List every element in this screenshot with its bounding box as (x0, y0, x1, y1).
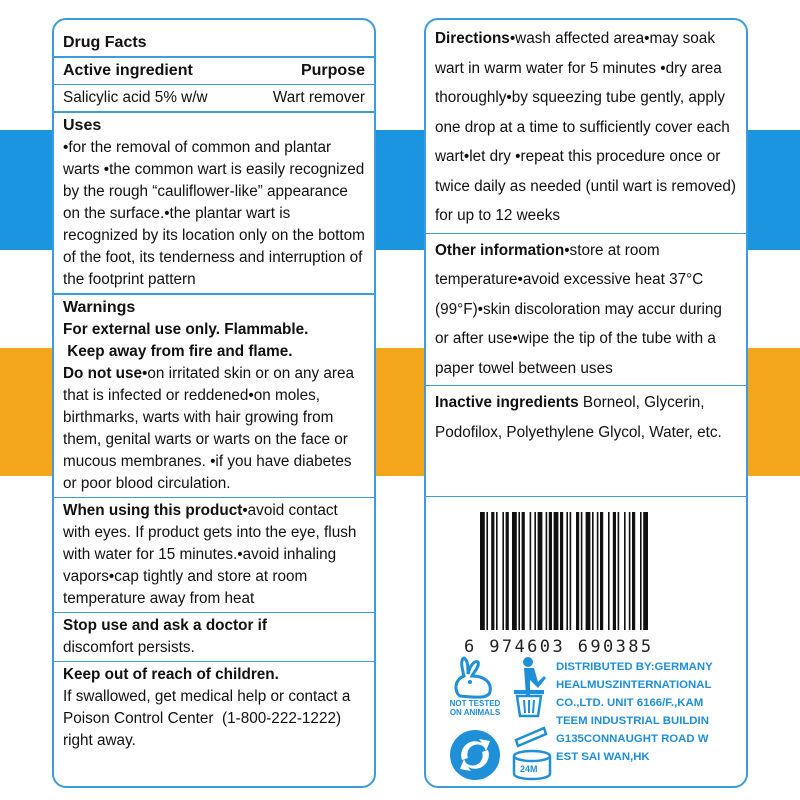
barcode-bar (618, 512, 620, 630)
barcode-bar (534, 512, 536, 630)
barcode-bar (597, 512, 599, 630)
barcode-bar (502, 512, 504, 630)
barcode-bar (570, 512, 572, 630)
barcode-bar (624, 512, 626, 630)
inactive-ingredients-section: Inactive ingredients Borneol, Glycerin, Podofilox, Polyethylene Glycol, Water, etc. (426, 385, 746, 449)
uses-text: •for the removal of common and plantar warts •the common wart is easily recognized by the rough “cauliflower-like” appearance on the surface.•the plantar wart is recognized by its location only on the bottom of the foot, its tenderness and interruption of the footprint pattern (63, 139, 365, 288)
barcode-bar (592, 512, 594, 630)
barcode-bar (538, 512, 543, 630)
active-ingredient-row: Salicylic acid 5% w/w Wart remover (54, 84, 374, 111)
do-not-use-text: Do not use•on irritated skin or on any area that is infected or reddened•on moles, birthmarks, warts with hair growing from them, genital warts or warts on the face or mucous membranes. •if you have diabetes or poor blood circulation. (63, 365, 355, 492)
barcode-bar (613, 512, 616, 630)
warnings-section: Warnings For external use only. Flammable. Keep away from fire and flame. Do not use•on irritated skin or on any area that is infected or reddened•on moles, birthmarks, warts with hair growing from them, genital warts or warts on the face or mucous membranes. •if you have diabetes or poor blood circulation. (54, 293, 374, 497)
barcode-bar (530, 512, 532, 630)
barcode-bar (549, 512, 552, 630)
period-after-opening-icon: 24M (510, 726, 554, 784)
directions-panel (424, 18, 748, 788)
barcode-bar (629, 512, 631, 630)
barcode-bar (576, 512, 579, 630)
distributor-info: DISTRIBUTED BY:GERMANY HEALMUSZINTERNATIONAL CO.,LTD. UNIT 6166/F.,KAM TEEM INDUSTRIAL BUILDIN G135CONNAUGHT ROAD W EST SAI WAN,HK (556, 661, 713, 763)
barcode-bar (581, 512, 583, 630)
barcode-bar (600, 512, 603, 630)
barcode-bar (506, 512, 509, 630)
barcode-bar (496, 512, 498, 630)
dispose-in-bin-icon (508, 656, 552, 718)
barcode-bar (518, 512, 520, 630)
barcode-bars (476, 512, 700, 630)
recycle-icon (448, 728, 502, 782)
barcode-bar (546, 512, 548, 630)
directions-section: Directions•wash affected area•may soak wart in warm water for 5 minutes •dry area thoroughly•by squeezing tube gently, apply one drop at a time to sufficiently cover each wart•let dry •repeat this procedure once or twice daily as needed (until wart is removed) for up to 12 weeks (435, 30, 736, 224)
barcode-digits: 6 974603 690385 (464, 637, 654, 657)
barcode (464, 512, 712, 657)
barcode-bar (640, 512, 642, 630)
other-info-section: Other information•store at room temperature•avoid excessive heat 37°C (99°F)•skin discoloration may accur during or after use•wipe the tip of the tube with a paper towel between uses (426, 233, 746, 386)
barcode-bar (643, 512, 648, 630)
barcode-bar (560, 512, 563, 630)
barcode-bar (522, 512, 525, 630)
stop-use-section: Stop use and ask a doctor if discomfort persists. (54, 612, 374, 661)
barcode-bar (566, 512, 568, 630)
uses-section: Uses •for the removal of common and plantar warts •the common wart is easily recognized by the rough “cauliflower-like” appearance on the surface.•the plantar wart is recognized by its location only on the bottom of the foot, its tenderness and interruption of the footprint pattern (54, 111, 374, 293)
barcode-bar (554, 512, 559, 630)
not-tested-on-animals-icon: NOT TESTED ON ANIMALS (440, 656, 510, 720)
drug-facts-title: Drug Facts (63, 34, 147, 51)
drug-facts-panel (52, 18, 376, 788)
barcode-bar (632, 512, 635, 630)
barcode-bar (486, 512, 488, 630)
barcode-bar (608, 512, 610, 630)
barcode-divider (426, 496, 746, 497)
keep-out-section: Keep out of reach of children. If swallowed, get medical help or contact a Poison Control Center (1-800-222-1222) right away. (54, 661, 374, 754)
barcode-bar (480, 512, 485, 630)
barcode-bar (491, 512, 494, 630)
barcode-bar (586, 512, 591, 630)
active-ingredient-header: Active ingredient Purpose (54, 56, 374, 84)
when-using-section: When using this product•avoid contact with eyes. If product gets into the eye, flush with water for 15 minutes.•avoid inhaling vapors•cap tightly and store at room temperature away from heat (54, 497, 374, 612)
barcode-bar (512, 512, 517, 630)
